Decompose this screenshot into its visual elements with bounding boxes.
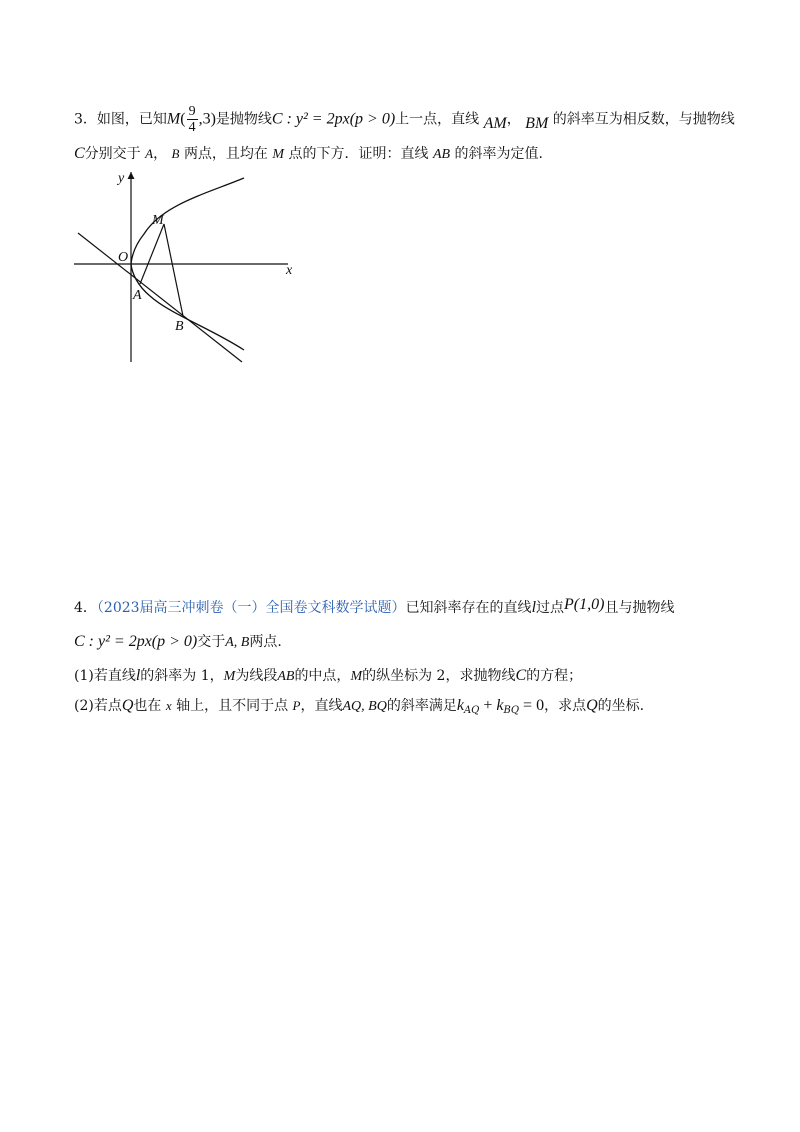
- math-paren: (: [180, 110, 186, 128]
- math-parabola-eq: C : y² = 2px(p > 0): [74, 633, 198, 650]
- q4-text: ，求点: [544, 698, 587, 714]
- math-M: M: [166, 110, 181, 128]
- math-AB: AB: [277, 669, 295, 684]
- math-k: k: [496, 697, 504, 714]
- math-point-P: P(1,0): [564, 596, 605, 613]
- q3-text: ，: [153, 146, 168, 162]
- q3-text: 是抛物线: [215, 111, 272, 128]
- math-equals-zero: = 0: [519, 697, 545, 714]
- q4-line-1: [74, 598, 674, 618]
- math-M: M: [350, 669, 363, 684]
- math-BM: BM: [525, 114, 549, 132]
- q4-text: 的斜率满足: [386, 698, 457, 714]
- math-Q: Q: [121, 697, 134, 714]
- q4-text: 的斜率为 1，: [140, 668, 224, 684]
- parabola-figure: [70, 168, 293, 366]
- fraction-nine-fourths: [187, 104, 198, 135]
- segment-AM: [140, 224, 164, 284]
- q3-line-2: [74, 144, 543, 165]
- q4-part-1: [74, 666, 582, 687]
- q3-text: 点的下方．证明：直线: [288, 146, 429, 162]
- q4-text: 若直线: [93, 668, 136, 684]
- q4-source: （2023届高三冲刺卷（一）全国卷文科数学试题）: [96, 600, 406, 616]
- point-M-label: M: [152, 213, 164, 228]
- q4-text: 两点.: [249, 634, 282, 650]
- q4-part-2: [74, 696, 644, 718]
- q4-line-2: [74, 632, 282, 653]
- q4-text: 且与抛物线: [604, 600, 675, 616]
- q3-number: 3．: [74, 111, 97, 128]
- q4-text: 的方程；: [526, 668, 583, 684]
- math-AM: AM: [483, 114, 507, 132]
- q4-text: 的坐标.: [597, 698, 645, 714]
- point-B-label: B: [175, 319, 184, 334]
- q3-line-1: [74, 104, 735, 135]
- fraction-numerator: 9: [188, 104, 196, 119]
- q4-number: 4．: [74, 600, 97, 616]
- math-B: B: [171, 146, 180, 161]
- q3-text: ，: [506, 111, 521, 128]
- math-l: l: [531, 599, 537, 616]
- q4-text: 为线段: [235, 668, 278, 684]
- part-number: (2): [74, 698, 94, 714]
- math-x: x: [165, 698, 172, 713]
- math-parabola-eq: C : y² = 2px(p > 0): [271, 110, 396, 128]
- origin-label: O: [118, 250, 129, 265]
- q4-text: 交于: [197, 634, 226, 650]
- math-M: M: [223, 669, 236, 684]
- math-AB: A, B: [225, 635, 250, 650]
- math-M: M: [272, 147, 285, 162]
- q4-text: ，直线: [300, 698, 343, 714]
- q3-text: 的斜率互为相反数，与抛物线: [552, 111, 735, 128]
- x-axis-label: x: [286, 263, 293, 278]
- q3-text: 上一点，直线: [395, 111, 480, 128]
- q3-text: 两点，且均在: [183, 146, 268, 162]
- q4-text: 轴上，且不同于点: [176, 698, 289, 714]
- math-P: P: [292, 698, 301, 713]
- math-subscript-BQ: BQ: [503, 705, 520, 716]
- math-l: l: [135, 667, 141, 684]
- math-coord: ,3): [198, 110, 216, 128]
- math-Q: Q: [586, 697, 598, 714]
- q4-text: 也在: [133, 698, 162, 714]
- math-AB: AB: [432, 147, 451, 162]
- q3-text: 如图，已知: [96, 111, 167, 128]
- math-k: k: [456, 697, 464, 714]
- fraction-denominator: 4: [188, 120, 196, 135]
- y-axis-label: y: [118, 171, 125, 186]
- q3-text: 分别交于: [84, 146, 141, 162]
- math-subscript-AQ: AQ: [463, 705, 480, 716]
- math-plus: +: [479, 697, 497, 714]
- math-AQ-BQ: AQ, BQ: [342, 699, 387, 714]
- q4-text: 的纵坐标为 2，求抛物线: [362, 668, 516, 684]
- q4-text: 的中点，: [294, 668, 351, 684]
- math-C: C: [515, 667, 527, 684]
- line-AB: [78, 233, 242, 362]
- q4-text: 若点: [93, 698, 122, 714]
- q3-text: 的斜率为定值.: [454, 146, 543, 162]
- q4-text: 已知斜率存在的直线: [405, 600, 532, 616]
- point-A-label: A: [133, 288, 142, 303]
- part-number: (1): [74, 668, 94, 684]
- math-C: C: [74, 145, 85, 162]
- math-A: A: [145, 146, 154, 161]
- q4-text: 过点: [536, 600, 565, 616]
